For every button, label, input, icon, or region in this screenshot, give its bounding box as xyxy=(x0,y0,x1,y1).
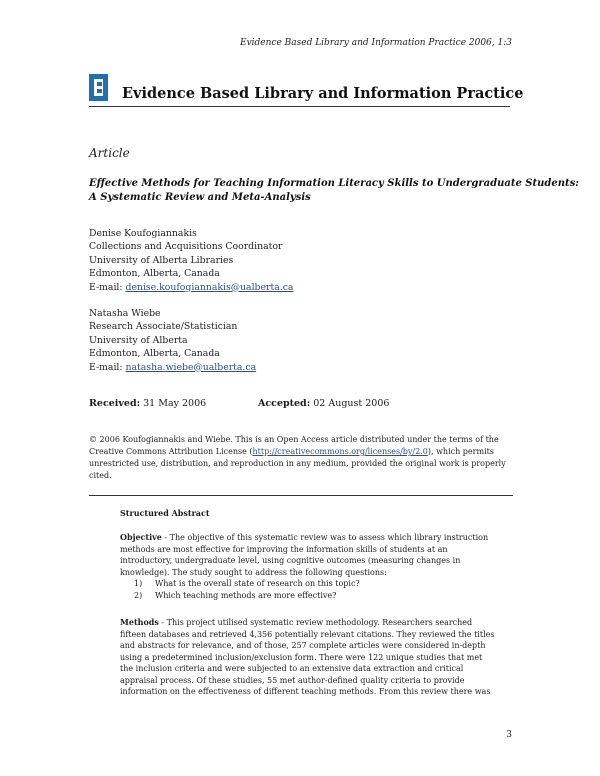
abstract-line: the inclusion criteria and were subjected to an extensive data extraction and critical xyxy=(120,664,464,673)
accepted-date xyxy=(258,398,389,409)
abstract-line: appraisal process. Of these studies, 55 met author-defined quality criteria to provide xyxy=(120,675,465,685)
author-block xyxy=(89,227,293,294)
abstract-line: fifteen databases and retrieved 4,356 potentially relevant citations. They reviewed the titles xyxy=(120,629,495,639)
received-date xyxy=(89,398,206,409)
license-link[interactable]: http://creativecommons.org/licenses/by/2.0 xyxy=(252,447,428,456)
abstract-line: introductory, undergraduate level, using cognitive outcomes (measuring changes in xyxy=(120,556,461,565)
abstract-line: methods are most effective for improving the information skills of students at an xyxy=(120,544,448,554)
article-type: Article xyxy=(89,146,130,160)
objective-text: - The objective of this systematic review was to assess which library instruction xyxy=(161,533,489,542)
question-list xyxy=(120,578,360,601)
journal-logo-icon xyxy=(89,74,108,101)
license-text: ), which permits xyxy=(427,447,494,456)
article-title-line: Effective Methods for Teaching Information Literacy Skills to Undergraduate Students: xyxy=(89,178,579,189)
article-title xyxy=(89,177,579,205)
journal-title: Evidence Based Library and Information Practice xyxy=(122,85,524,102)
abstract-line xyxy=(120,617,490,629)
author-block xyxy=(89,307,256,374)
author-role: Collections and Acquisitions Coordinator xyxy=(89,241,283,253)
abstract-objective xyxy=(120,532,490,578)
received-label: Received: xyxy=(89,398,141,409)
author-location: Edmonton, Alberta, Canada xyxy=(89,268,220,280)
header-rule xyxy=(89,106,510,107)
abstract-line: knowledge). The study sought to address the following questions: xyxy=(120,567,387,577)
license-line xyxy=(89,446,514,458)
author-org: University of Alberta Libraries xyxy=(89,254,234,266)
email-label: E-mail: xyxy=(89,361,126,373)
author-org: University of Alberta xyxy=(89,334,188,346)
page-number: 3 xyxy=(506,730,512,740)
author-location: Edmonton, Alberta, Canada xyxy=(89,348,220,360)
author-email-line xyxy=(89,281,293,294)
abstract-line: using a predetermined inclusion/exclusion form. There were 122 unique studies that met xyxy=(120,652,483,662)
abstract-heading: Structured Abstract xyxy=(120,508,210,518)
running-head: Evidence Based Library and Information Practice 2006, 1:3 xyxy=(240,38,512,48)
author-name: Natasha Wiebe xyxy=(89,308,161,319)
author-name: Denise Koufogiannakis xyxy=(89,228,197,239)
author-email-link[interactable]: denise.koufogiannakis@ualberta.ca xyxy=(125,281,294,293)
abstract-line xyxy=(120,532,490,544)
objective-label: Objective xyxy=(120,532,162,542)
license-line: unrestricted use, distribution, and reproduction in any medium, provided the original work is properly xyxy=(89,459,506,468)
author-email-link[interactable]: natasha.wiebe@ualberta.ca xyxy=(125,361,257,373)
list-number: 2) xyxy=(134,590,143,600)
methods-label: Methods xyxy=(120,617,159,627)
list-number: 1) xyxy=(134,579,143,588)
abstract-rule xyxy=(89,495,513,496)
abstract-line: information on the effectiveness of different teaching methods. From this review there was xyxy=(120,687,491,696)
accepted-label: Accepted: xyxy=(258,398,311,409)
accepted-value: 02 August 2006 xyxy=(310,398,390,409)
abstract-methods xyxy=(120,617,495,698)
email-label: E-mail: xyxy=(89,281,126,293)
list-text: What is the overall state of research on this topic? xyxy=(155,579,360,588)
methods-text: - This project utilised systematic review methodology. Researchers searched xyxy=(158,618,473,627)
article-title-line: A Systematic Review and Meta-Analysis xyxy=(89,192,311,203)
license-statement xyxy=(89,434,514,482)
list-item xyxy=(120,590,360,602)
received-value: 31 May 2006 xyxy=(140,398,207,409)
author-email-line xyxy=(89,361,256,374)
abstract-line: and abstracts for relevance, and of those, 257 complete articles were considered in-depth xyxy=(120,641,486,650)
license-line: © 2006 Koufogiannakis and Wiebe. This is an Open Access article distributed under the terms of the xyxy=(89,435,499,444)
license-line: cited. xyxy=(89,471,112,480)
list-item xyxy=(120,578,360,590)
list-text: Which teaching methods are more effective? xyxy=(155,590,337,600)
license-text: Creative Commons Attribution License ( xyxy=(89,447,253,456)
author-role: Research Associate/Statistician xyxy=(89,321,238,333)
